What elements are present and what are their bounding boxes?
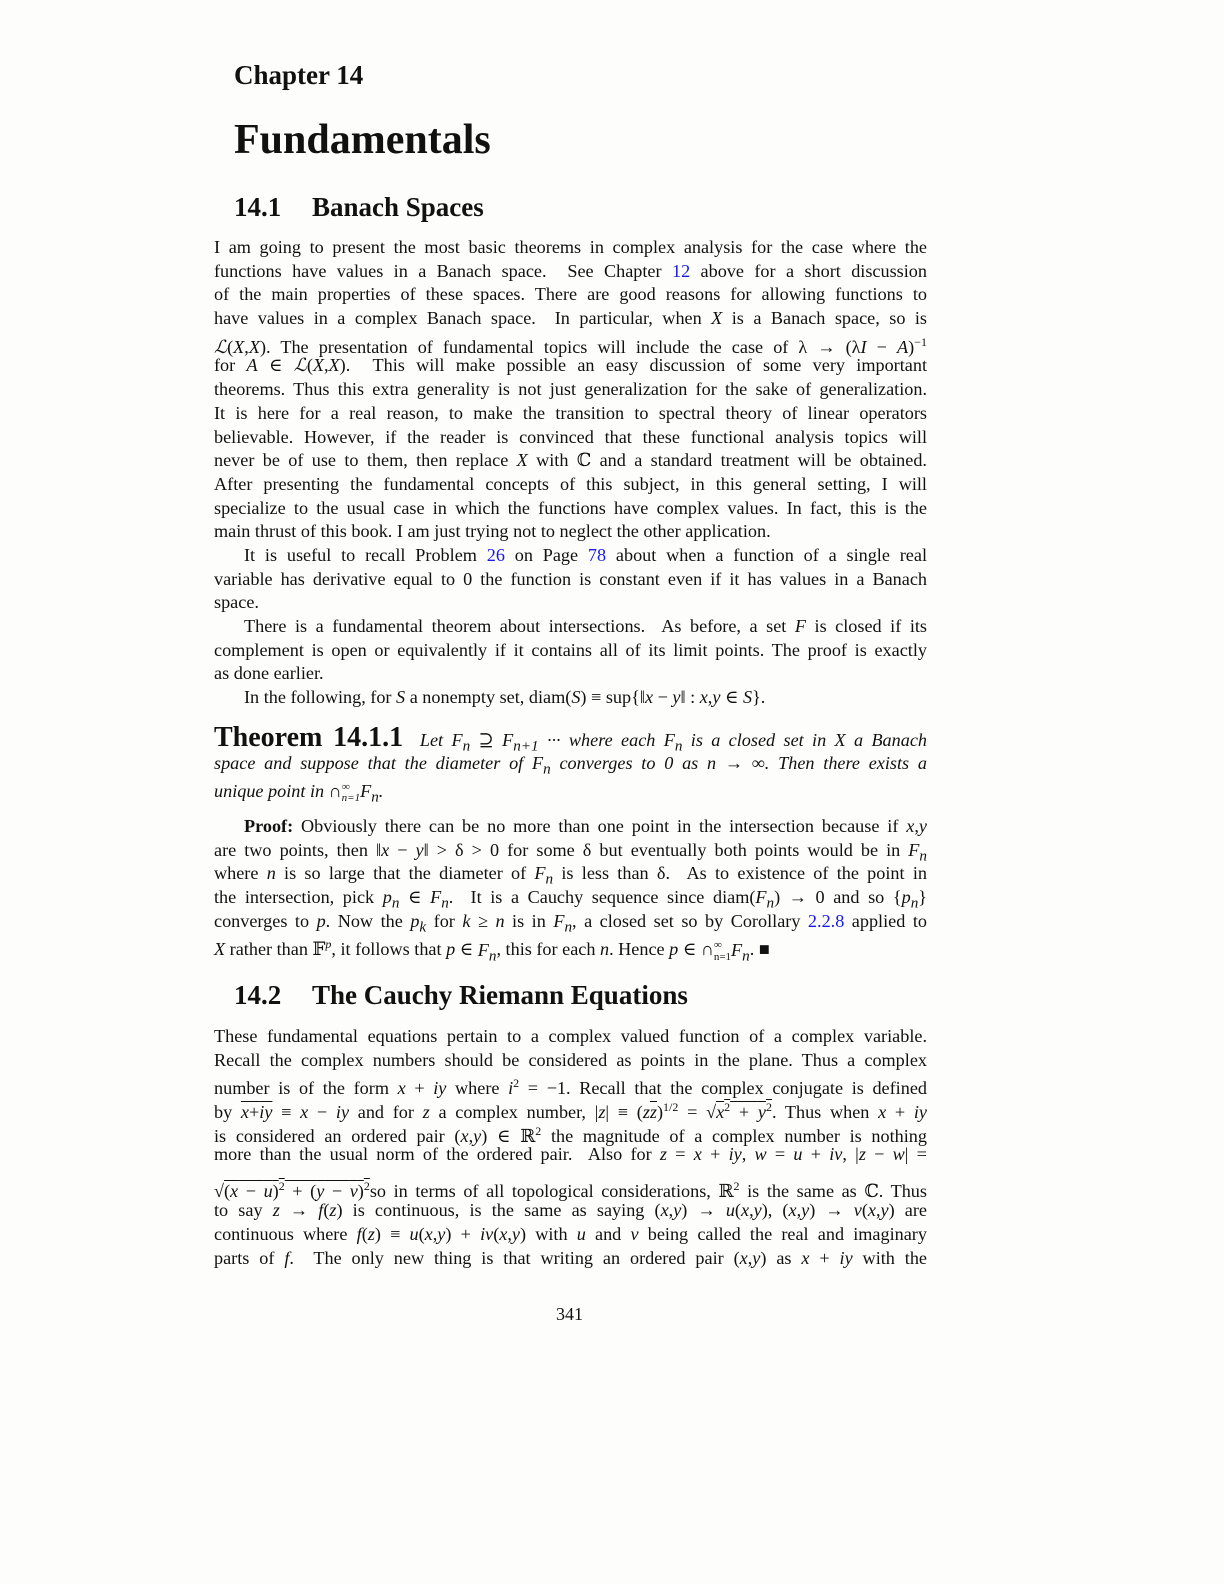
qed-icon: ■ [758, 939, 770, 960]
link-problem-26[interactable]: 26 [486, 544, 505, 565]
text-line: space and suppose that the diameter of $F_n$ converges to 0 as n → ∞. Then there exists a [214, 753, 928, 778]
text-line: Recall the complex numbers should be considered as points in the plane. Thus a complex [214, 1049, 927, 1070]
link-page-78[interactable]: 78 [587, 544, 607, 565]
text-line: unique point in $\cap^\infty_{n=1}F_n$. [214, 780, 384, 806]
text-line: where n is so large that the diameter of $F_n$ is less than δ. As to existence of the point in [214, 863, 927, 889]
text-line: theorems. Thus this extra generality is not just generalization for the sake of generalization. [214, 379, 927, 400]
text-line: specialize to the usual case in which the functions have complex values. In fact, this is the [214, 497, 927, 518]
text-line: never be of use to them, then replace X with ℂ and a standard treatment will be obtained. [214, 450, 927, 471]
text-line: to say z → f(z) is continuous, is the same as saying (x,y) → u(x,y), (x,y) → v(x,y) are [214, 1200, 927, 1221]
text-line: These fundamental equations pertain to a complex valued function of a complex variable. [214, 1026, 927, 1046]
text-line: There is a fundamental theorem about intersections. As before, a set F is closed if its [244, 616, 928, 636]
text-line: functions have values in a Banach space. See Chapter 12 above for a short discussion [214, 260, 927, 281]
text-line: I am going to present the most basic theorems in complex analysis for the case where the [214, 237, 927, 257]
page-number: 341 [556, 1304, 583, 1324]
text-line: number is of the form x + iy where $i^2 = -1$. Recall that the complex conjugate is defined [214, 1076, 927, 1099]
chapter-title: Fundamentals [234, 117, 491, 163]
text-line: variable has derivative equal to 0 the function is constant even if it has values in a Banach [214, 568, 927, 589]
section-number: 14.2 [234, 980, 282, 1010]
text-line: by x+iy ≡ x − iy and for z a complex number, $|z| \equiv (z\overline{z})^{1/2} = √x^2 + y^2$. Thus when x + iy [214, 1100, 928, 1123]
proof-label: Proof: [244, 816, 294, 836]
text-line: $√(x - u)^2 + (y - v)^2so$ in terms of all topological considerations, ℝ$^2$ is the same as ℂ. Thus [214, 1179, 927, 1202]
text-line: continuous where f(z) ≡ u(x,y) + iv(x,y) with u and v being called the real and imaginary [214, 1223, 927, 1244]
theorem-14-1-1 [214, 722, 928, 806]
text-line: are two points, then ‖x − y‖ > δ > 0 for some δ but eventually both points would be in $F_n$ [214, 839, 927, 865]
text-line: the intersection, pick $p_n$ ∈ $F_n$. It is a Cauchy sequence since $diam(F_n) \to 0$ and so $\{p_n\}$ [214, 887, 928, 912]
section-title: Banach Spaces [312, 192, 484, 222]
text-line: space. [214, 592, 259, 613]
link-corollary-2-2-8[interactable]: 2.2.8 [807, 910, 845, 931]
text-line: is considered an ordered pair (x,y) ∈ ℝ$^2$ the magnitude of a complex number is nothing [214, 1123, 927, 1146]
text-line: After presenting the fundamental concepts of this subject, in this general setting, I will [214, 473, 927, 494]
section-number: 14.1 [234, 192, 282, 222]
text-line: have values in a complex Banach space. In particular, when X is a Banach space, so is [214, 308, 928, 329]
text-line: converges to p. Now the $p_k$ for k ≥ n is in $F_n$, a closed set so by Corollary 2.2.8 applied to [214, 910, 927, 936]
text-line: Theorem 14.1.1 Let $F_n$ ⊇ $F_{n+1}$ ··· where each $F_n$ is a closed set in X a Banach [214, 722, 927, 755]
text-line: more than the usual norm of the ordered pair. Also for z = x + iy, w = u + iv, |z − w| = [214, 1144, 927, 1165]
text-line: X rather than 𝔽$^p$, it follows that p ∈ $F_n$, this for each n. Hence p ∈ $\cap^\infty_{n=1}F_n$. ■ [214, 937, 770, 965]
text-line: complement is open or equivalently if it contains all of its limit points. The proof is exactly [214, 639, 927, 660]
link-chapter-12[interactable]: 12 [671, 260, 691, 281]
proof-block [214, 815, 928, 965]
section-heading-14-2 [234, 980, 688, 1011]
text-line: In the following, for S a nonempty set, diam(S) ≡ sup{‖x − y‖ : x,y ∈ S}. [244, 687, 766, 708]
paragraph-intro [214, 236, 927, 710]
text-line: for A ∈ ℒ(X,X). This will make possible an easy discussion of some very important [214, 355, 927, 376]
text-line: main thrust of this book. I am just trying not to neglect the other application. [214, 521, 771, 542]
text-line: of the main properties of these spaces. There are good reasons for allowing functions to [214, 284, 927, 305]
theorem-label: Theorem 14.1.1 [214, 722, 404, 753]
text-line: ℒ(X,X). The presentation of fundamental topics will include the case of $\lambda \to (\lambda I - A)^{-1}$ [214, 334, 927, 357]
text-line: Proof: Obviously there can be no more than one point in the intersection because if x,y [244, 816, 927, 836]
text-line: as done earlier. [214, 663, 324, 684]
paragraph-cauchy-riemann [214, 1025, 927, 1270]
section-heading-14-1 [234, 192, 484, 223]
text-line: It is useful to recall Problem 26 on Page 78 about when a function of a single real [244, 544, 927, 565]
text-line: It is here for a real reason, to make the transition to spectral theory of linear operators [214, 402, 927, 423]
section-title: The Cauchy Riemann Equations [312, 980, 688, 1010]
text-line: parts of f. The only new thing is that writing an ordered pair (x,y) as x + iy with the [214, 1247, 928, 1268]
chapter-label: Chapter 14 [234, 60, 364, 90]
text-line: believable. However, if the reader is convinced that these functional analysis topics will [214, 426, 927, 447]
